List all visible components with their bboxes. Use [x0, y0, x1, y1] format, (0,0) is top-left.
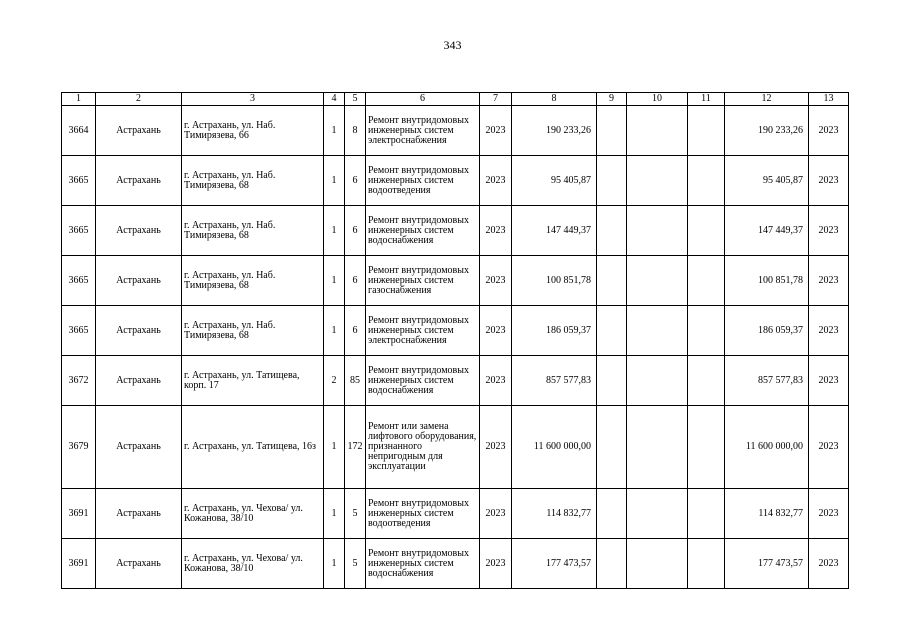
year-cell: 2023	[480, 406, 512, 489]
col5-cell: 85	[345, 356, 366, 406]
work-type-cell: Ремонт или замена лифтового оборудования, признанного непригодным для эксплуатации	[366, 406, 480, 489]
work-type-cell: Ремонт внутридомовых инженерных систем водоснабжения	[366, 206, 480, 256]
col9-cell	[597, 156, 627, 206]
column-header: 13	[809, 93, 849, 106]
col4-cell: 1	[324, 306, 345, 356]
col10-cell	[627, 206, 688, 256]
cost-cell: 186 059,37	[512, 306, 597, 356]
column-header: 3	[182, 93, 324, 106]
col9-cell	[597, 106, 627, 156]
cost-cell: 857 577,83	[512, 356, 597, 406]
col9-cell	[597, 306, 627, 356]
row-number-cell: 3664	[62, 106, 96, 156]
col10-cell	[627, 489, 688, 539]
total-cost-cell: 190 233,26	[725, 106, 809, 156]
col10-cell	[627, 356, 688, 406]
header-row	[62, 93, 849, 106]
col11-cell	[688, 406, 725, 489]
city-cell: Астрахань	[96, 356, 182, 406]
column-header: 6	[366, 93, 480, 106]
col5-cell: 172	[345, 406, 366, 489]
total-cost-cell: 100 851,78	[725, 256, 809, 306]
col5-cell: 6	[345, 206, 366, 256]
completion-year-cell: 2023	[809, 539, 849, 589]
work-type-cell: Ремонт внутридомовых инженерных систем водоотведения	[366, 156, 480, 206]
cost-cell: 177 473,57	[512, 539, 597, 589]
total-cost-cell: 95 405,87	[725, 156, 809, 206]
col11-cell	[688, 356, 725, 406]
col4-cell: 1	[324, 106, 345, 156]
page-number: 343	[443, 38, 462, 52]
completion-year-cell: 2023	[809, 406, 849, 489]
row-number-cell: 3691	[62, 539, 96, 589]
register-table	[61, 92, 849, 589]
year-cell: 2023	[480, 489, 512, 539]
column-header: 1	[62, 93, 96, 106]
col9-cell	[597, 539, 627, 589]
col4-cell: 1	[324, 406, 345, 489]
address-cell: г. Астрахань, ул. Наб. Тимирязева, 66	[182, 106, 324, 156]
col10-cell	[627, 156, 688, 206]
col11-cell	[688, 206, 725, 256]
row-number-cell: 3665	[62, 306, 96, 356]
col11-cell	[688, 306, 725, 356]
column-header: 4	[324, 93, 345, 106]
cost-cell: 100 851,78	[512, 256, 597, 306]
completion-year-cell: 2023	[809, 489, 849, 539]
table-row	[62, 539, 849, 589]
city-cell: Астрахань	[96, 489, 182, 539]
table-row	[62, 156, 849, 206]
work-type-cell: Ремонт внутридомовых инженерных систем электроснабжения	[366, 106, 480, 156]
col11-cell	[688, 156, 725, 206]
column-header: 5	[345, 93, 366, 106]
cost-cell: 95 405,87	[512, 156, 597, 206]
col4-cell: 1	[324, 206, 345, 256]
city-cell: Астрахань	[96, 406, 182, 489]
year-cell: 2023	[480, 206, 512, 256]
work-type-cell: Ремонт внутридомовых инженерных систем водоотведения	[366, 489, 480, 539]
table-row	[62, 306, 849, 356]
col11-cell	[688, 106, 725, 156]
col10-cell	[627, 539, 688, 589]
city-cell: Астрахань	[96, 256, 182, 306]
column-header: 10	[627, 93, 688, 106]
city-cell: Астрахань	[96, 206, 182, 256]
col4-cell: 1	[324, 489, 345, 539]
row-number-cell: 3679	[62, 406, 96, 489]
col5-cell: 6	[345, 156, 366, 206]
column-header: 11	[688, 93, 725, 106]
work-type-cell: Ремонт внутридомовых инженерных систем газоснабжения	[366, 256, 480, 306]
total-cost-cell: 177 473,57	[725, 539, 809, 589]
year-cell: 2023	[480, 256, 512, 306]
row-number-cell: 3665	[62, 206, 96, 256]
completion-year-cell: 2023	[809, 306, 849, 356]
table-row	[62, 489, 849, 539]
column-header: 8	[512, 93, 597, 106]
completion-year-cell: 2023	[809, 256, 849, 306]
col9-cell	[597, 356, 627, 406]
address-cell: г. Астрахань, ул. Чехова/ ул. Кожанова, 38/10	[182, 539, 324, 589]
total-cost-cell: 186 059,37	[725, 306, 809, 356]
col5-cell: 5	[345, 489, 366, 539]
column-header: 9	[597, 93, 627, 106]
address-cell: г. Астрахань, ул. Наб. Тимирязева, 68	[182, 306, 324, 356]
col4-cell: 1	[324, 156, 345, 206]
work-type-cell: Ремонт внутридомовых инженерных систем водоснабжения	[366, 539, 480, 589]
work-type-cell: Ремонт внутридомовых инженерных систем водоснабжения	[366, 356, 480, 406]
col5-cell: 8	[345, 106, 366, 156]
city-cell: Астрахань	[96, 306, 182, 356]
column-header: 2	[96, 93, 182, 106]
year-cell: 2023	[480, 539, 512, 589]
column-header: 7	[480, 93, 512, 106]
col11-cell	[688, 489, 725, 539]
col10-cell	[627, 256, 688, 306]
row-number-cell: 3665	[62, 256, 96, 306]
total-cost-cell: 114 832,77	[725, 489, 809, 539]
row-number-cell: 3672	[62, 356, 96, 406]
col5-cell: 6	[345, 256, 366, 306]
address-cell: г. Астрахань, ул. Чехова/ ул. Кожанова, 38/10	[182, 489, 324, 539]
col9-cell	[597, 489, 627, 539]
cost-cell: 114 832,77	[512, 489, 597, 539]
year-cell: 2023	[480, 106, 512, 156]
col9-cell	[597, 206, 627, 256]
col5-cell: 5	[345, 539, 366, 589]
table-row	[62, 206, 849, 256]
row-number-cell: 3665	[62, 156, 96, 206]
col9-cell	[597, 256, 627, 306]
col9-cell	[597, 406, 627, 489]
work-type-cell: Ремонт внутридомовых инженерных систем электроснабжения	[366, 306, 480, 356]
completion-year-cell: 2023	[809, 356, 849, 406]
col10-cell	[627, 106, 688, 156]
col11-cell	[688, 539, 725, 589]
cost-cell: 190 233,26	[512, 106, 597, 156]
cost-cell: 147 449,37	[512, 206, 597, 256]
col10-cell	[627, 306, 688, 356]
col4-cell: 1	[324, 256, 345, 306]
address-cell: г. Астрахань, ул. Наб. Тимирязева, 68	[182, 206, 324, 256]
city-cell: Астрахань	[96, 539, 182, 589]
table-row	[62, 406, 849, 489]
col10-cell	[627, 406, 688, 489]
city-cell: Астрахань	[96, 106, 182, 156]
col5-cell: 6	[345, 306, 366, 356]
year-cell: 2023	[480, 356, 512, 406]
row-number-cell: 3691	[62, 489, 96, 539]
year-cell: 2023	[480, 156, 512, 206]
col11-cell	[688, 256, 725, 306]
completion-year-cell: 2023	[809, 206, 849, 256]
year-cell: 2023	[480, 306, 512, 356]
total-cost-cell: 11 600 000,00	[725, 406, 809, 489]
total-cost-cell: 147 449,37	[725, 206, 809, 256]
completion-year-cell: 2023	[809, 106, 849, 156]
col4-cell: 1	[324, 539, 345, 589]
cost-cell: 11 600 000,00	[512, 406, 597, 489]
table-row	[62, 106, 849, 156]
col4-cell: 2	[324, 356, 345, 406]
address-cell: г. Астрахань, ул. Татищева, 16з	[182, 406, 324, 489]
total-cost-cell: 857 577,83	[725, 356, 809, 406]
city-cell: Астрахань	[96, 156, 182, 206]
table-row	[62, 356, 849, 406]
address-cell: г. Астрахань, ул. Татищева, корп. 17	[182, 356, 324, 406]
address-cell: г. Астрахань, ул. Наб. Тимирязева, 68	[182, 156, 324, 206]
table-row	[62, 256, 849, 306]
address-cell: г. Астрахань, ул. Наб. Тимирязева, 68	[182, 256, 324, 306]
completion-year-cell: 2023	[809, 156, 849, 206]
column-header: 12	[725, 93, 809, 106]
